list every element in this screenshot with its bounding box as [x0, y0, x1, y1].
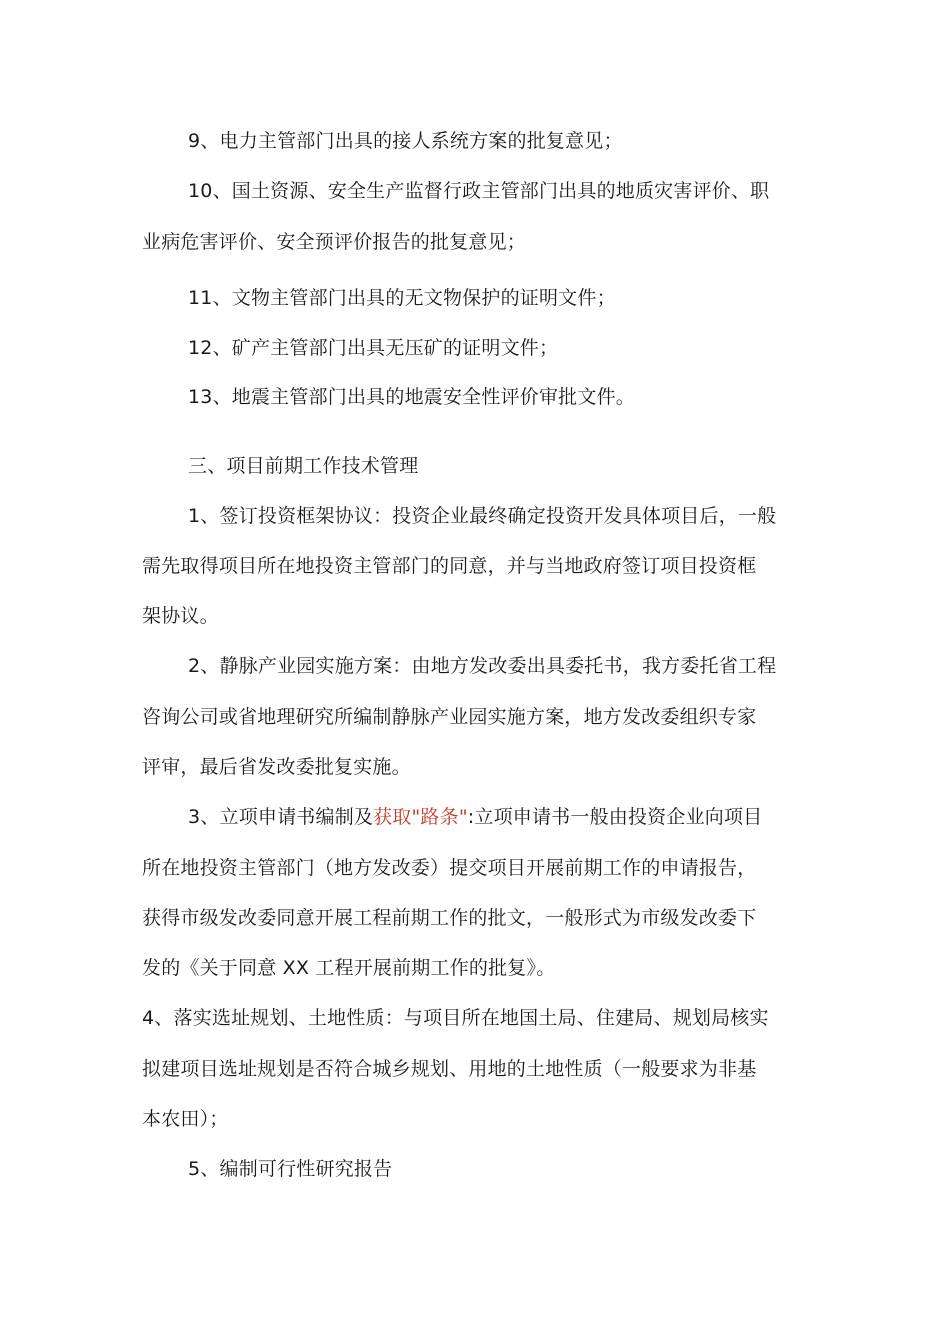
paragraph-1-line-2: 需先取得项目所在地投资主管部门的同意，并与当地政府签订项目投资框 [142, 555, 757, 577]
paragraph-2-line-2: 咨询公司或省地理研究所编制静脉产业园实施方案，地方发改委组织专家 [142, 706, 757, 728]
paragraph-4-line-3: 本农田）； [142, 1108, 229, 1130]
paragraph-5-line-1: 5、编制可行性研究报告 [188, 1158, 393, 1180]
paragraph-3-line-1-text-a: 3、立项申请书编制及 [188, 806, 374, 828]
paragraph-1-line-1: 1、签订投资框架协议：投资企业最终确定投资开发具体项目后，一般 [188, 505, 777, 527]
list-item-11: 11、文物主管部门出具的无文物保护的证明文件； [188, 287, 616, 309]
list-item-10-line-2: 业病危害评价、安全预评价报告的批复意见； [142, 231, 527, 253]
paragraph-3-line-2: 所在地投资主管部门（地方发改委）提交项目开展前期工作的申请报告， [142, 857, 757, 879]
list-item-12: 12、矿产主管部门出具无压矿的证明文件； [188, 337, 559, 359]
paragraph-2-line-1: 2、静脉产业园实施方案：由地方发改委出具委托书，我方委托省工程 [188, 655, 777, 677]
list-item-10-line-1: 10、国土资源、安全生产监督行政主管部门出具的地质灾害评价、职 [188, 180, 770, 202]
paragraph-3-line-1-text-b: :立项申请书一般由投资企业向项目 [467, 806, 763, 828]
paragraph-3-line-1 [188, 804, 762, 830]
paragraph-4-line-1: 4、落实选址规划、土地性质：与项目所在地国土局、住建局、规划局核实 [142, 1007, 769, 1029]
list-item-13: 13、地震主管部门出具的地震安全性评价审批文件。 [188, 386, 635, 408]
paragraph-1-line-3: 架协议。 [142, 605, 219, 627]
highlight-text: 获取"路条" [373, 806, 468, 828]
paragraph-4-line-2: 拟建项目选址规划是否符合城乡规划、用地的土地性质（一般要求为非基 [142, 1058, 757, 1080]
paragraph-3-line-3: 获得市级发改委同意开展工程前期工作的批文，一般形式为市级发改委下 [142, 907, 757, 929]
list-item-9: 9、电力主管部门出具的接人系统方案的批复意见； [188, 130, 623, 152]
section-heading: 三、项目前期工作技术管理 [188, 455, 419, 477]
paragraph-2-line-3: 评审，最后省发改委批复实施。 [142, 756, 411, 778]
paragraph-3-line-4: 发的《关于同意 XX 工程开展前期工作的批复》。 [142, 957, 556, 979]
